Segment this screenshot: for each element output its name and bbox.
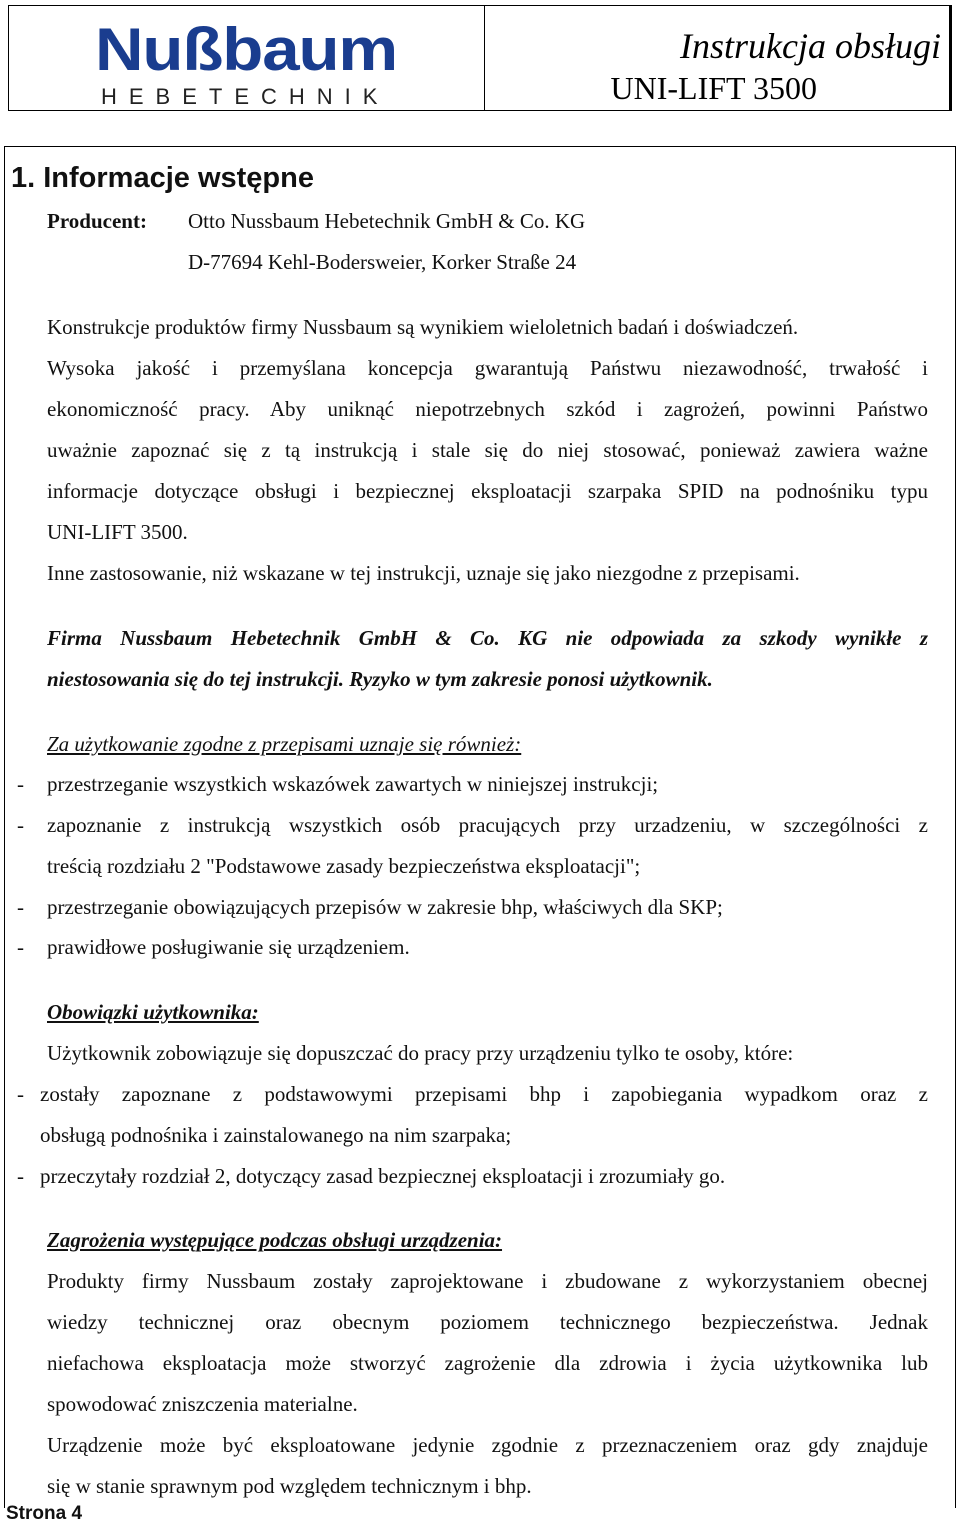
hazards-line: niefachowa eksploatacja może stworzyć zagrożenie dla zdrowia i życia użytkownika lub [47, 1351, 928, 1375]
logo-area [9, 6, 485, 110]
usage-line: Urządzenie może być eksploatowane jedynie zgodnie z przeznaczeniem oraz gdy znajduje [47, 1433, 928, 1457]
hazards-heading: Zagrożenia występujące podczas obsługi urządzenia: [47, 1228, 503, 1252]
list-dash: - [17, 1164, 24, 1188]
title-area [485, 6, 947, 110]
usage-line: się w stanie sprawnym pod względem technicznym i bhp. [47, 1474, 532, 1498]
hazards-line: spowodować zniszczenia materialne. [47, 1392, 358, 1416]
logo-subtitle: HEBETECHNIK [101, 84, 390, 109]
document-header [8, 5, 952, 111]
producer-name: Otto Nussbaum Hebetechnik GmbH & Co. KG [188, 209, 586, 233]
duties-intro: Użytkownik zobowiązuje się dopuszczać do pracy przy urządzeniu tylko te osoby, które: [47, 1041, 794, 1065]
list-dash: - [17, 772, 24, 796]
document-title: Instrukcja obsługi [680, 26, 941, 66]
disclaimer-line: niestosowania się do tej instrukcji. Ryzyko w tym zakresie ponosi użytkownik. [47, 667, 713, 691]
compliant-item-cont: treścią rozdziału 2 "Podstawowe zasady bezpieczeństwa eksploatacji"; [47, 854, 641, 878]
intro-line: ekonomiczność pracy. Aby uniknąć niepotrzebnych szkód i zagrożeń, powinni Państwo [47, 397, 928, 421]
hazards-line: wiedzy technicznej oraz obecnym poziomem technicznego bezpieczeństwa. Jednak [47, 1310, 928, 1334]
intro-line: informacje dotyczące obsługi i bezpiecznej eksploatacji szarpaka SPID na podnośniku typu [47, 479, 928, 503]
list-dash: - [17, 1082, 24, 1106]
list-dash: - [17, 935, 24, 959]
producer-label: Producent: [47, 209, 147, 233]
producer-address: D-77694 Kehl-Bodersweier, Korker Straße 24 [188, 250, 577, 274]
compliant-item: zapoznanie z instrukcją wszystkich osób pracujących przy urzadzeniu, w szczególności z [47, 813, 928, 837]
list-dash: - [17, 813, 24, 837]
duties-item: przeczytały rozdział 2, dotyczący zasad bezpiecznej eksploatacji i zrozumiały go. [40, 1164, 726, 1188]
document-model: UNI-LIFT 3500 [610, 70, 817, 106]
page-number: Strona 4 [6, 1503, 83, 1524]
list-dash: - [17, 895, 24, 919]
intro-line: Konstrukcje produktów firmy Nussbaum są wynikiem wieloletnich badań i doświadczeń. [47, 315, 799, 339]
hazards-line: Produkty firmy Nussbaum zostały zaprojektowane i zbudowane z wykorzystaniem obecnej [47, 1269, 928, 1293]
compliant-item: prawidłowe posługiwanie się urządzeniem. [47, 935, 410, 959]
intro-line: UNI-LIFT 3500. [47, 520, 188, 544]
section-heading: 1. Informacje wstępne [11, 162, 314, 194]
intro-line: uważnie zapoznać się z tą instrukcją i stale się do niej stosować, ponieważ zawiera ważne [47, 438, 928, 462]
other-use-note: Inne zastosowanie, niż wskazane w tej instrukcji, uznaje się jako niezgodne z przepisami. [47, 561, 800, 585]
nussbaum-logo: Nußbaum [95, 16, 398, 83]
duties-heading: Obowiązki użytkownika: [47, 1000, 259, 1024]
compliant-use-heading: Za użytkowanie zgodne z przepisami uznaje się również: [47, 732, 522, 756]
compliant-item: przestrzeganie obowiązujących przepisów w zakresie bhp, właściwych dla SKP; [47, 895, 723, 919]
intro-line: Wysoka jakość i przemyślana koncepcja gwarantują Państwu niezawodność, trwałość i [47, 356, 928, 380]
duties-item-cont: obsługą podnośnika i zainstalowanego na nim szarpaka; [40, 1123, 512, 1147]
compliant-item: przestrzeganie wszystkich wskazówek zawartych w niniejszej instrukcji; [47, 772, 659, 796]
duties-item: zostały zapoznane z podstawowymi przepisami bhp i zapobiegania wypadkom oraz z [40, 1082, 928, 1106]
disclaimer-line: Firma Nussbaum Hebetechnik GmbH & Co. KG nie odpowiada za szkody wynikłe z [47, 626, 928, 650]
